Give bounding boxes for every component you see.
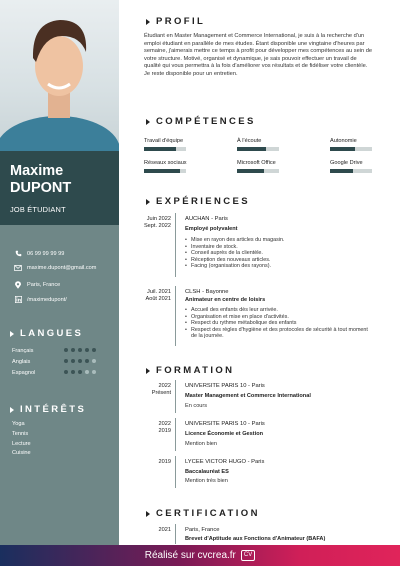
education-heading: FORMATION [146,365,234,376]
skills-heading: COMPÉTENCES [146,116,256,127]
language-level [64,370,96,374]
profile-heading: PROFIL [146,16,205,27]
contact-location: Paris, France [12,281,60,289]
education-degree: Master Management et Commerce International [185,393,311,399]
level-dot [78,370,82,374]
language-name: Espagnol [12,370,36,376]
contact-phone: 06 99 99 99 99 [12,250,64,257]
language-item [12,348,102,354]
level-dot [92,359,96,363]
interest-item: Cuisine [12,450,31,456]
skill-item: Microsoft Office [237,160,276,166]
level-dot [92,370,96,374]
location-pin-icon [12,281,24,289]
triangle-bullet-icon [146,199,150,205]
language-item [12,370,102,376]
mail-icon [12,265,24,271]
timeline-line [175,380,176,413]
footer-banner[interactable] [0,545,400,566]
skill-bar [144,169,186,173]
linkedin-icon [12,296,24,303]
timeline-line [175,418,176,451]
timeline-line [175,524,176,544]
experience-role: Animateur en centre de loisirs [185,297,266,303]
language-level [64,359,96,363]
level-dot [71,348,75,352]
language-level [64,348,96,352]
level-dot [78,359,82,363]
languages-heading: LANGUES [10,328,83,339]
skill-bar [144,147,186,151]
profile-text: Étudiant en Master Management et Commerce International, je suis à la recherche d'un emploi étudiant en parallèle de mes études. Étant disponible une vingtaine d'heures par semaine, j'aimerais mettre ce temps à profit pour développer mes compétences au sein de votre structure. Motivé, organisé et dynamique, je sais pouvoir effectuer un travail de qualité qui vous permettra à la fois d'améliorer vos résultats et de fidéliser votre clientèle. Je reste disponible pour un entretien. [144,33,373,77]
triangle-bullet-icon [10,407,14,413]
language-name: Anglais [12,359,31,365]
name-box [0,151,119,225]
certification-heading: CERTIFICATION [146,508,260,519]
education-note: Mention bien [185,441,218,447]
experience-bullets: • Accueil des enfants dès leur arrivée. • Organisation et mise en place d'activités. • Respect du rythme métabolique des enfants • Respect des règles d'hygiène et des protocoles de sécurité à tout moment de la journée. [185,307,375,340]
skill-item: À l'écoute [237,138,261,144]
timeline-line [175,213,176,277]
triangle-bullet-icon [146,19,150,25]
skill-bar [330,169,372,173]
skill-item: Google Drive [330,160,363,166]
skill-item: Autonomie [330,138,357,144]
triangle-bullet-icon [146,511,150,517]
level-dot [64,359,68,363]
interests-heading: INTÉRÊTS [10,404,86,415]
timeline-line [175,286,176,346]
interest-item: Yoga [12,421,25,427]
education-note: En cours [185,403,208,409]
education-dates: 2022 2019 [158,421,171,434]
first-name: Maxime [10,163,64,179]
interest-item: Tennis [12,431,29,437]
experience-bullets: • Mise en rayon des articles du magasin. • Inventaire de stock. • Conseil auprès de la clientèle. • Réception des nouveaux articles. • Facing (organisation des rayons). [185,237,375,270]
education-dates: 2019 [158,459,171,465]
phone-icon [12,250,24,257]
experience-role: Employé polyvalent [185,226,238,232]
contact-email[interactable]: maxime.dupont@gmail.com [12,265,96,271]
triangle-bullet-icon [146,119,150,125]
experiences-heading: EXPÉRIENCES [146,196,250,207]
timeline-line [175,456,176,488]
education-school: UNIVERSITE PARIS 10 - Paris [185,383,265,389]
level-dot [85,359,89,363]
certification-title: Brevet d'Aptitude aux Fonctions d'Animateur (BAFA) [185,536,326,542]
triangle-bullet-icon [10,331,14,337]
level-dot [71,370,75,374]
profile-photo [0,0,119,151]
education-school: LYCEE VICTOR HUGO - Paris [185,459,265,465]
level-dot [78,348,82,352]
contact-linkedin[interactable]: /maximedupont/ [12,296,67,303]
skill-item: Réseaux sociaux [144,160,187,166]
education-note: Mention très bien [185,478,228,484]
skill-bar [237,147,279,151]
experience-org: AUCHAN - Paris [185,216,228,222]
interest-item: Lecture [12,441,31,447]
level-dot [85,370,89,374]
sidebar [0,0,119,566]
level-dot [64,348,68,352]
job-title: JOB ÉTUDIANT [10,205,66,214]
certification-place: Paris, France [185,527,220,533]
skill-bar [237,169,279,173]
level-dot [71,359,75,363]
level-dot [85,348,89,352]
level-dot [92,348,96,352]
experience-dates: Juil. 2021 Août 2021 [145,289,171,302]
language-item [12,359,102,365]
experience-dates: Juin 2022 Sept. 2022 [143,216,171,229]
level-dot [64,370,68,374]
education-dates: 2022 Présent [151,383,171,396]
language-name: Français [12,348,34,354]
education-degree: Baccalauréat ES [185,469,229,475]
last-name: DUPONT [10,180,72,196]
cv-logo-icon: CV [241,550,255,561]
experience-org: CLSH - Bayonne [185,289,229,295]
certification-date: 2021 [158,527,171,533]
triangle-bullet-icon [146,368,150,374]
education-school: UNIVERSITE PARIS 10 - Paris [185,421,265,427]
skill-item: Travail d'équipe [144,138,183,144]
footer-text: Réalisé sur cvcrea.fr [144,550,236,561]
education-degree: Licence Économie et Gestion [185,431,264,437]
skill-bar [330,147,372,151]
